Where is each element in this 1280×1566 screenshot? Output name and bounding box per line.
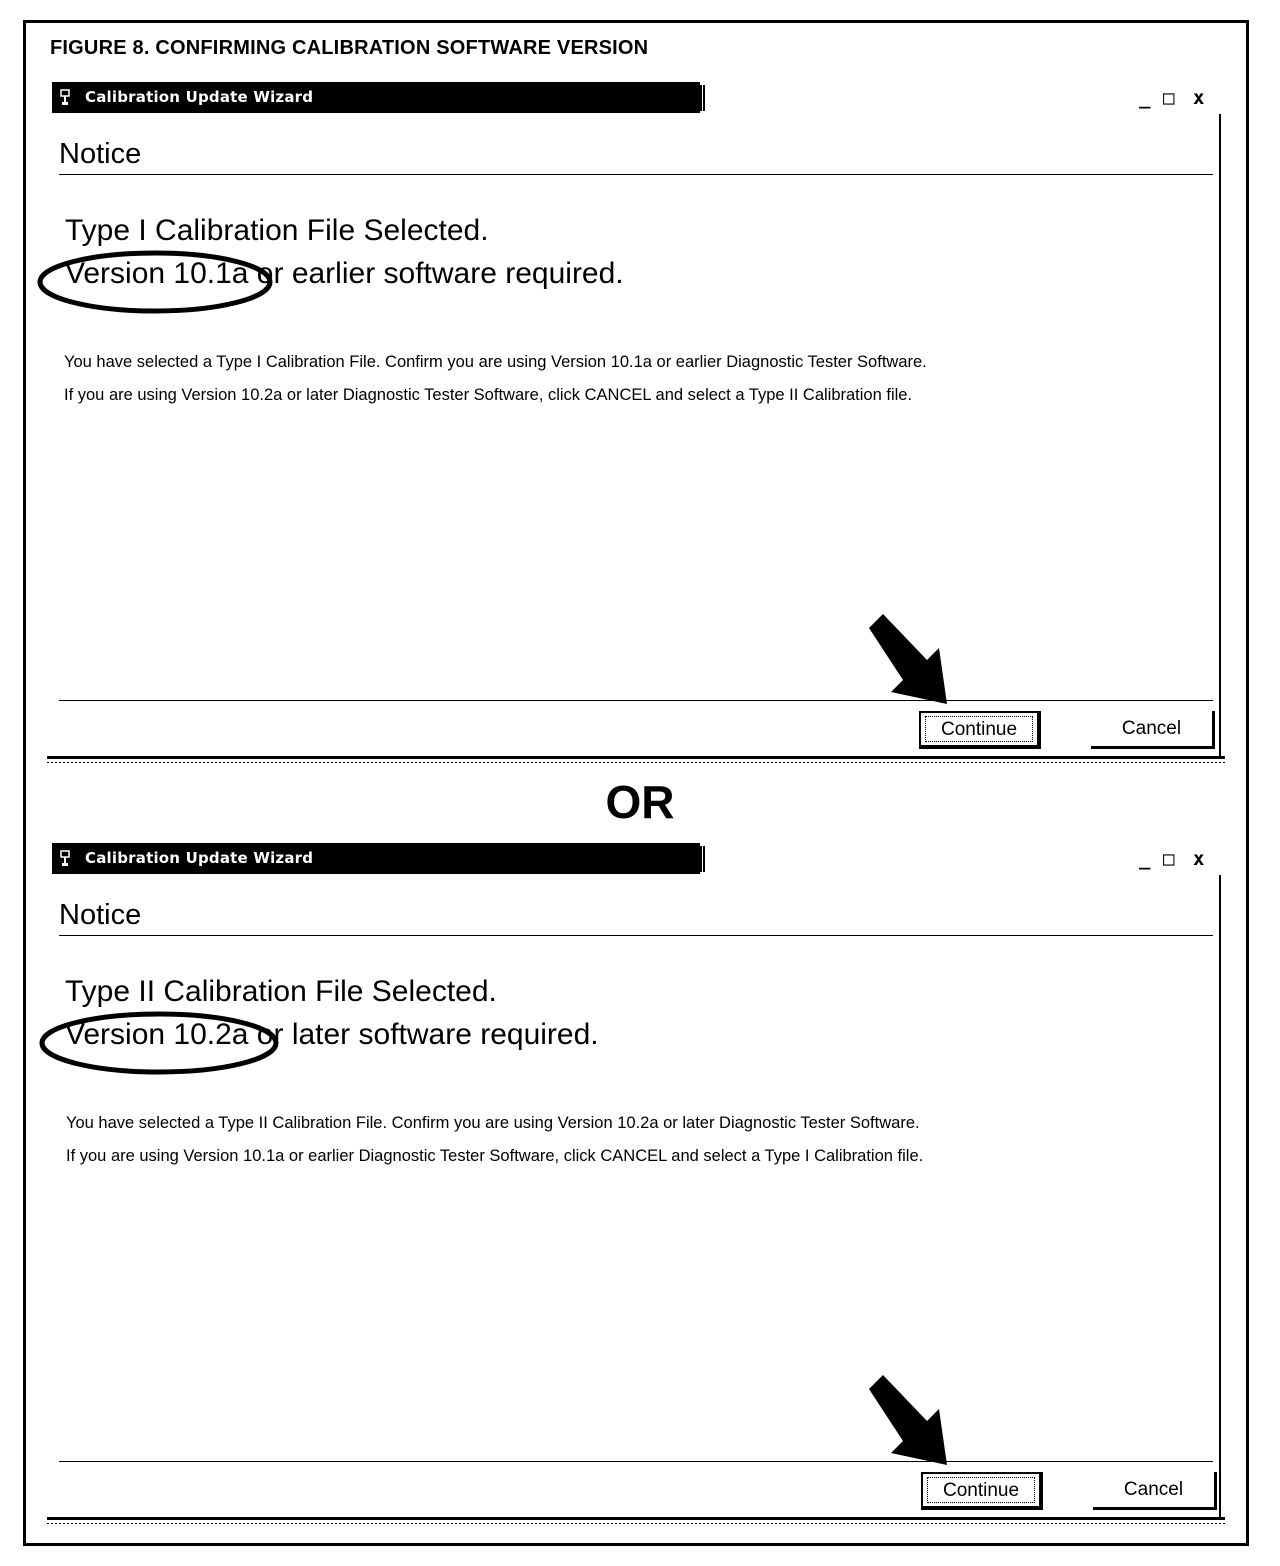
maximize-icon[interactable]: □ [1163,848,1175,870]
continue-button[interactable] [921,1472,1043,1510]
notice-heading: Notice [59,138,142,170]
window-bottom-border [47,1517,1225,1520]
window-titlebar[interactable] [52,82,700,113]
window-border [1219,114,1221,756]
window-title: Calibration Update Wizard [85,849,314,867]
cancel-instruction-text: If you are using Version 10.1a or earlier Diagnostic Tester Software, click CANCEL and select a Type I Calibration file. [66,1147,924,1165]
window-bottom-shadow [47,762,1225,763]
or-separator: OR [605,776,675,828]
software-version-line: Version 10.1a or earlier software required. [65,257,624,290]
figure-title: FIGURE 8. CONFIRMING CALIBRATION SOFTWARE VERSION [50,37,649,59]
window-controls [1139,846,1217,872]
maximize-icon[interactable]: □ [1163,87,1175,109]
version-highlight-ellipse [37,1009,281,1077]
titlebar-edge [700,846,705,872]
software-version-line: Version 10.2a or later software required. [65,1018,599,1051]
titlebar-edge [700,85,705,111]
window-controls [1139,85,1217,111]
button-divider [59,1461,1213,1462]
pointer-arrow-icon [869,614,949,706]
window-bottom-border [47,756,1225,759]
wizard-dialog-type-1 [47,82,1225,762]
wizard-dialog-type-2 [47,843,1225,1523]
instruction-text: You have selected a Type I Calibration File. Confirm you are using Version 10.1a or earlier Diagnostic Tester Software. [64,353,927,371]
wizard-app-icon [59,850,71,867]
cancel-instruction-text: If you are using Version 10.2a or later Diagnostic Tester Software, click CANCEL and select a Type II Calibration file. [64,386,913,404]
heading-divider [59,935,1213,936]
continue-button-label: Continue [927,1477,1035,1503]
calibration-type-line: Type I Calibration File Selected. [65,214,489,247]
close-icon[interactable]: x [1193,848,1205,870]
window-title: Calibration Update Wizard [85,88,314,106]
notice-heading: Notice [59,899,142,931]
close-icon[interactable]: x [1193,87,1205,109]
wizard-app-icon [59,89,71,106]
continue-button[interactable] [919,711,1041,749]
cancel-button[interactable]: Cancel [1093,1472,1217,1510]
instruction-text: You have selected a Type II Calibration File. Confirm you are using Version 10.2a or later Diagnostic Tester Software. [66,1114,920,1132]
window-border [1219,875,1221,1517]
window-bottom-shadow [47,1523,1225,1524]
minimize-icon[interactable]: _ [1139,87,1151,109]
calibration-type-line: Type II Calibration File Selected. [65,975,497,1008]
minimize-icon[interactable]: _ [1139,848,1151,870]
window-titlebar[interactable] [52,843,700,874]
heading-divider [59,174,1213,175]
version-highlight-ellipse [35,248,275,316]
pointer-arrow-icon [869,1375,949,1467]
cancel-button[interactable]: Cancel [1091,711,1215,749]
continue-button-label: Continue [925,716,1033,742]
button-divider [59,700,1213,701]
